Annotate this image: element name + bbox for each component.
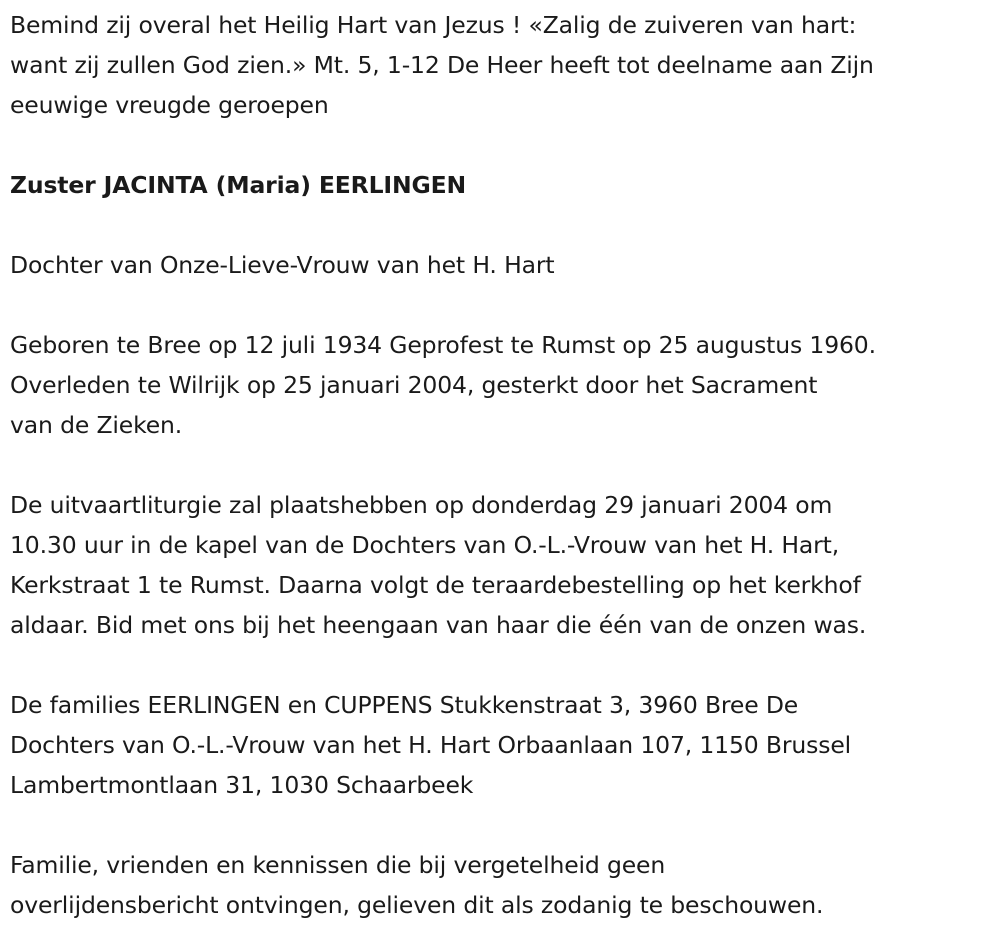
deceased-name: Zuster JACINTA (Maria) EERLINGEN — [10, 171, 467, 199]
name-heading — [10, 165, 995, 205]
text-line: Kerkstraat 1 te Rumst. Daarna volgt de teraardebestelling op het kerkhof — [10, 571, 861, 599]
text-line: De families EERLINGEN en CUPPENS Stukkenstraat 3, 3960 Bree De — [10, 691, 799, 719]
life-dates-paragraph — [10, 325, 995, 445]
text-line: van de Zieken. — [10, 411, 183, 439]
intro-paragraph — [10, 5, 995, 125]
congregation-line: Dochter van Onze-Lieve-Vrouw van het H. Hart — [10, 251, 555, 279]
closing-paragraph — [10, 845, 995, 925]
text-line: Geboren te Bree op 12 juli 1934 Geprofest te Rumst op 25 augustus 1960. — [10, 331, 876, 359]
text-line: eeuwige vreugde geroepen — [10, 91, 329, 119]
text-line: Lambertmontlaan 31, 1030 Schaarbeek — [10, 771, 474, 799]
text-line: 10.30 uur in de kapel van de Dochters van O.-L.-Vrouw van het H. Hart, — [10, 531, 840, 559]
text-line: overlijdensbericht ontvingen, gelieven dit als zodanig te beschouwen. — [10, 891, 824, 919]
funeral-paragraph — [10, 485, 995, 645]
text-line: Familie, vrienden en kennissen die bij vergetelheid geen — [10, 851, 666, 879]
families-paragraph — [10, 685, 995, 805]
text-line: Overleden te Wilrijk op 25 januari 2004, gesterkt door het Sacrament — [10, 371, 818, 399]
obituary-document — [10, 5, 995, 925]
congregation-paragraph — [10, 245, 995, 285]
text-line: Dochters van O.-L.-Vrouw van het H. Hart Orbaanlaan 107, 1150 Brussel — [10, 731, 852, 759]
text-line: want zij zullen God zien.» Mt. 5, 1-12 De Heer heeft tot deelname aan Zijn — [10, 51, 874, 79]
text-line: aldaar. Bid met ons bij het heengaan van haar die één van de onzen was. — [10, 611, 867, 639]
text-line: Bemind zij overal het Heilig Hart van Jezus ! «Zalig de zuiveren van hart: — [10, 11, 857, 39]
text-line: De uitvaartliturgie zal plaatshebben op donderdag 29 januari 2004 om — [10, 491, 833, 519]
